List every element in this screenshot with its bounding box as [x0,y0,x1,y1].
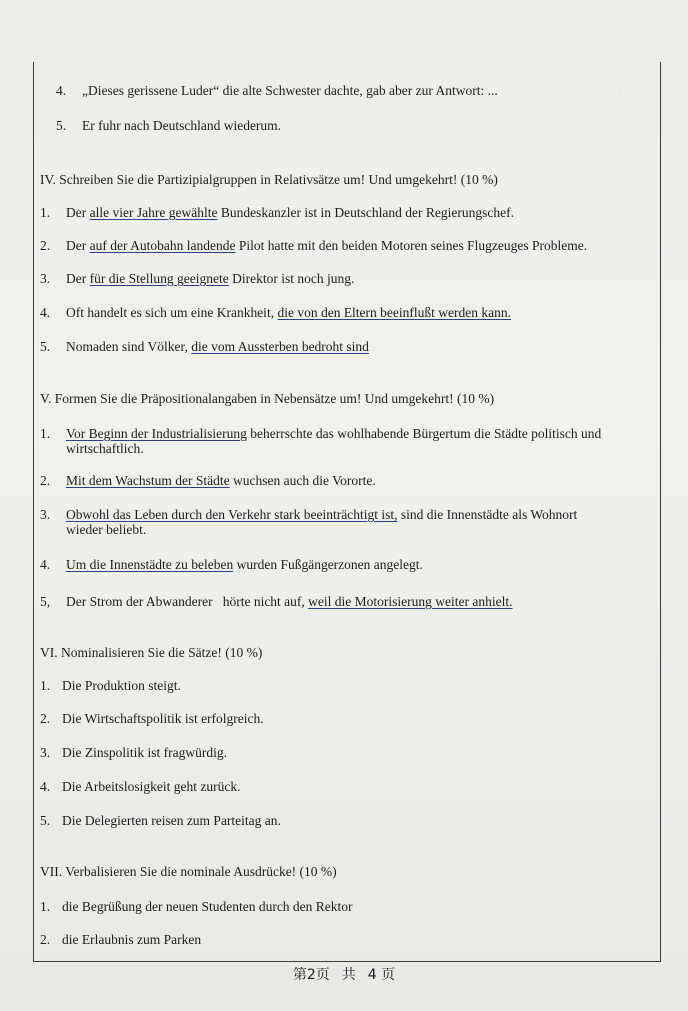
list-item: 5, Der Strom der Abwanderer hörte nicht auf, weil die Motorisierung weiter anhielt. [40,594,513,609]
list-item: 5. Die Delegierten reisen zum Parteitag an. [40,813,281,828]
page-total-label: 共 [341,967,356,983]
list-item: 5. Nomaden sind Völker, die vom Aussterben bedroht sind [40,339,369,354]
list-item: 4. Oft handelt es sich um eine Krankheit, die von den Eltern beeinflußt werden kann. [40,305,512,320]
list-item-continuation: wieder beliebt. [66,522,147,537]
list-item: 1. Vor Beginn der Industrialisierung beherrschte das wohlhabende Bürgertum die Städte politisch und [40,426,602,441]
list-item: 2. Der auf der Autobahn landende Pilot hatte mit den beiden Motoren seines Flugzeuges Probleme. [40,238,588,253]
section-heading: VI. Nominalisieren Sie die Sätze! (10 %) [40,645,263,660]
list-item: 2. Die Wirtschaftspolitik ist erfolgreich. [40,711,264,726]
section-heading: IV. Schreiben Sie die Partizipialgruppen in Relativsätze um! Und umgekehrt! (10 %) [40,172,498,187]
section-heading: V. Formen Sie die Präpositionalangaben in Nebensätze um! Und umgekehrt! (10 %) [40,391,495,406]
list-item-continuation: wirtschaftlich. [66,441,144,456]
page-total: 4 页 [367,967,396,983]
section-heading: VII. Verbalisieren Sie die nominale Ausdrücke! (10 %) [40,864,337,879]
list-item: 3. Die Zinspolitik ist fragwürdig. [40,745,227,760]
list-item: 1. die Begrüßung der neuen Studenten durch den Rektor [40,899,353,914]
list-item: 4. Um die Innenstädte zu beleben wurden Fußgängerzonen angelegt. [40,557,423,572]
list-item: 3. Der für die Stellung geeignete Direktor ist noch jung. [40,271,355,286]
list-item: 2. die Erlaubnis zum Parken [40,932,202,947]
list-item: 2. Mit dem Wachstum der Städte wuchsen auch die Vororte. [40,473,376,488]
list-item: 5. Er fuhr nach Deutschland wiederum. [56,118,282,133]
list-item: 1. Der alle vier Jahre gewählte Bundeskanzler ist in Deutschland der Regierungschef. [40,205,514,220]
page-number: 第2页 [292,967,330,983]
list-item: 3. Obwohl das Leben durch den Verkehr stark beeinträchtigt ist, sind die Innenstädte als Wohnort [40,507,578,522]
bleed-through-mark: · [618,86,622,100]
list-item: 4. „Dieses gerissene Luder“ die alte Schwester dachte, gab aber zur Antwort: ... [56,83,498,98]
list-item: 1. Die Produktion steigt. [40,678,181,693]
list-item: 4. Die Arbeitslosigkeit geht zurück. [40,779,241,794]
page-footer [0,964,688,984]
